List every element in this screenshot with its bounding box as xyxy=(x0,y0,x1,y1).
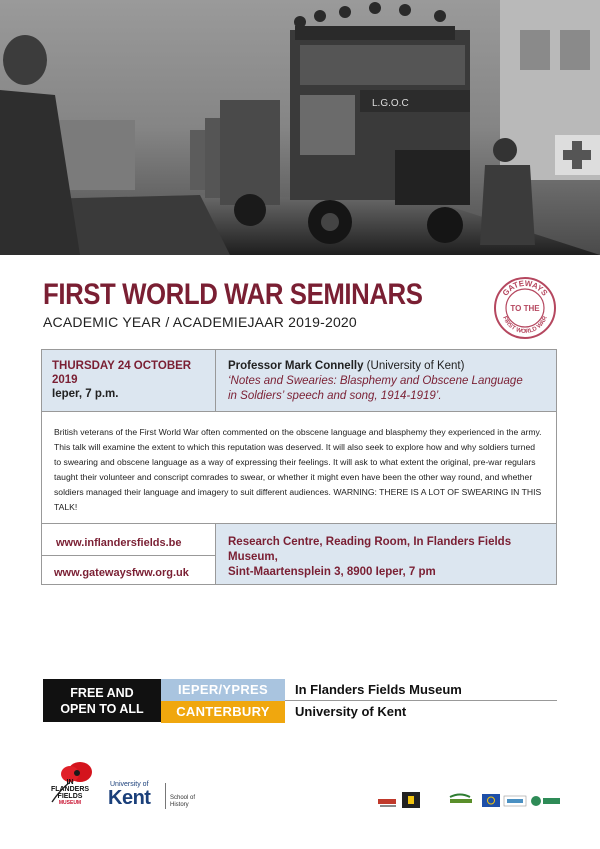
location-ieper: IEPER/YPRES xyxy=(161,679,285,701)
location-canterbury: CANTERBURY xyxy=(161,701,285,723)
westhoek-comite-logo-icon xyxy=(531,796,560,806)
event-date-cell xyxy=(42,350,216,412)
university-of-kent-logo xyxy=(108,781,208,815)
speaker-cell xyxy=(216,350,556,412)
sponsor-logos-strip xyxy=(378,790,560,812)
event-place-time: Ieper, 7 p.m. xyxy=(52,388,119,400)
gateways-stamp-logo xyxy=(493,276,557,340)
stamp-line3: FIRST WORLD WAR xyxy=(501,315,549,336)
event-date: THURSDAY 24 OCTOBER 2019 xyxy=(52,360,192,386)
svg-text:L.G.O.C: L.G.O.C xyxy=(372,98,409,109)
event-info-table xyxy=(41,349,557,585)
kent-prefix: University of xyxy=(110,781,149,788)
free-line2: OPEN TO ALL xyxy=(60,702,144,716)
stamp-line2: TO THE xyxy=(510,304,540,313)
sponsor-logos xyxy=(378,790,560,812)
hero-photo xyxy=(0,0,600,255)
venue-line1: Research Centre, Reading Room, In Flanders Fields Museum, xyxy=(228,536,512,563)
institution-flanders-fields: In Flanders Fields Museum xyxy=(285,679,557,701)
venue-cell xyxy=(216,523,556,584)
page-title: FIRST WORLD WAR SEMINARS xyxy=(43,278,423,311)
kent-school xyxy=(170,795,195,809)
ww1-bus-convoy-photo-icon xyxy=(0,0,600,255)
website-link-gatewaysfww[interactable]: www.gatewaysfww.org.uk xyxy=(54,567,189,579)
speaker-line xyxy=(228,359,544,374)
flanders-line4: MUSEUM xyxy=(58,800,82,806)
free-line1: FREE AND xyxy=(70,686,134,700)
institution-kent: University of Kent xyxy=(295,704,407,719)
flanders-line3: FIELDS xyxy=(57,793,83,800)
speaker-affiliation: (University of Kent) xyxy=(363,360,465,372)
talk-description: British veterans of the First World War often commented on the obscene language and blasphemy they experienced in the army. This talk will examine the extent to which this reputation was deserved. It will also seek to explore how and why soldiers turned to swearing and obscene language as a way of expressing their feelings. It will ask to what extent the original, pre-war regulars taught their volunteer and conscript comrades to swear, or whether it might even have been the other way round, and whether soldiers managed their language and imagery to suit different audiences. WARNING: THERE IS A LOT OF SWEARING IN THIS TALK! xyxy=(54,427,542,512)
kent-name: Kent xyxy=(108,787,151,809)
website-link-inflandersfields[interactable]: www.inflandersfields.be xyxy=(56,537,182,549)
ieper-stad-logo-icon xyxy=(378,799,396,807)
province-logo-icon xyxy=(504,796,526,806)
stamp-line1: GATEWAYS xyxy=(500,278,550,298)
free-entry-badge xyxy=(43,679,161,722)
flanders-line1: IN xyxy=(66,779,74,786)
flanders-fields-wordmark xyxy=(46,779,94,807)
eu-flag-logo-icon xyxy=(482,794,500,807)
website-cell-1 xyxy=(42,523,216,555)
speaker-name: Professor Mark Connelly xyxy=(228,360,364,372)
gateways-stamp-icon xyxy=(493,276,557,340)
flanders-logo-icon xyxy=(402,792,420,808)
website-cell-2 xyxy=(42,555,216,584)
talk-title-line1: ‘Notes and Swearies: Blasphemy and Obscene Language xyxy=(228,375,523,387)
kent-school-line2: History xyxy=(170,802,189,808)
westhoek-logo-icon xyxy=(450,795,472,804)
kent-school-line1: School of xyxy=(170,795,196,801)
talk-title-line2: in Soldiers’ speech and song, 1914-1919’. xyxy=(228,390,442,402)
academic-year-subtitle: ACADEMIC YEAR / ACADEMIEJAAR 2019-2020 xyxy=(43,314,357,330)
venue-line2: Sint-Maartensplein 3, 8900 Ieper, 7 pm xyxy=(228,566,436,578)
kent-divider xyxy=(165,783,166,809)
flanders-line2: FLANDERS xyxy=(50,786,90,793)
